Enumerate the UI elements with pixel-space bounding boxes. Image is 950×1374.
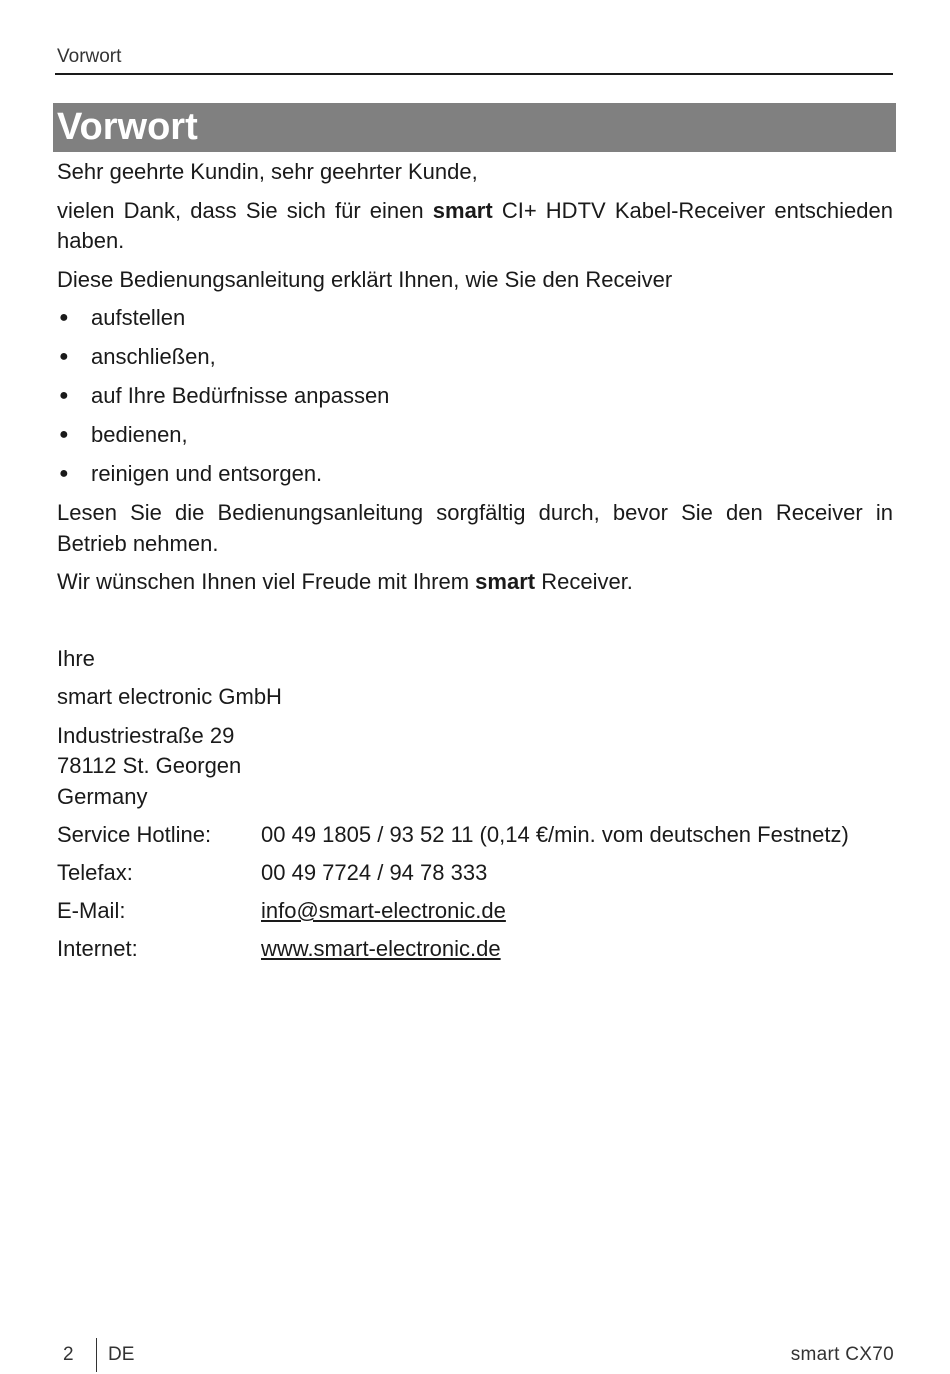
website-link[interactable]: www.smart-electronic.de <box>261 936 501 961</box>
page-number: 2 <box>63 1344 74 1365</box>
list-item <box>57 459 893 490</box>
address-street: Industriestraße 29 <box>57 722 235 748</box>
wish-text-start: Wir wünschen Ihnen viel Freude mit Ihrem <box>57 569 476 594</box>
steps-list <box>57 303 893 490</box>
bullet-icon: ● <box>59 465 69 482</box>
read-notice: Lesen Sie die Bedienungsanleitung sorgfältig durch, bevor Sie den Receiver in Betrieb nehmen. <box>57 500 893 556</box>
contact-row-fax <box>57 858 893 889</box>
main-content <box>57 157 893 972</box>
fax-value: 00 49 7724 / 94 78 333 <box>261 860 488 885</box>
thanks-text-start: vielen Dank, dass Sie sich für einen <box>57 197 433 223</box>
bullet-icon: ● <box>59 426 69 443</box>
thanks-text-end: CI+ HDTV Kabel-Receiver entschieden haben. <box>57 197 893 253</box>
address-city: 78112 St. Georgen <box>57 753 242 778</box>
footer-language: DE <box>108 1344 135 1365</box>
bullet-icon: ● <box>59 348 69 365</box>
contact-row-web <box>57 934 893 965</box>
fax-label: Telefax: <box>57 860 133 885</box>
list-item <box>57 381 893 412</box>
list-item <box>57 342 893 373</box>
list-item <box>57 303 893 334</box>
list-item-text: reinigen und entsorgen. <box>91 461 323 486</box>
greeting: Sehr geehrte Kundin, sehr geehrter Kunde, <box>57 159 478 184</box>
list-item <box>57 420 893 451</box>
list-item-text: auf Ihre Bedürfnisse anpassen <box>91 383 390 408</box>
address-country: Germany <box>57 783 148 809</box>
company-address <box>57 721 893 813</box>
list-item-text: aufstellen <box>91 305 186 330</box>
contact-row-hotline <box>57 820 893 851</box>
footer-model-name: smart CX70 <box>790 1344 894 1365</box>
page-title: Vorwort <box>53 103 896 152</box>
email-label: E-Mail: <box>57 898 126 923</box>
footer-divider <box>96 1338 97 1372</box>
signature-closing: Ihre <box>57 645 95 671</box>
list-item-text: bedienen, <box>91 422 188 447</box>
signature-company: smart electronic GmbH <box>57 684 282 709</box>
list-item-text: anschließen, <box>91 344 216 369</box>
thanks-paragraph <box>57 196 893 257</box>
email-link[interactable]: info@smart-electronic.de <box>261 898 506 923</box>
bullet-icon: ● <box>59 309 69 326</box>
running-header-title: Vorwort <box>57 46 122 67</box>
header-divider <box>55 73 893 75</box>
web-label: Internet: <box>57 936 138 961</box>
hotline-label: Service Hotline: <box>57 822 212 847</box>
wish-paragraph <box>57 567 893 598</box>
wish-text-end: Receiver. <box>535 569 633 594</box>
brand-name: smart <box>475 569 536 594</box>
explains-paragraph: Diese Bedienungsanleitung erklärt Ihnen, wie Sie den Receiver <box>57 266 673 292</box>
brand-name: smart <box>432 197 493 223</box>
section-spacer <box>57 606 893 644</box>
contact-row-email <box>57 896 893 927</box>
hotline-value: 00 49 1805 / 93 52 11 (0,14 €/min. vom deutschen Festnetz) <box>261 822 849 847</box>
bullet-icon: ● <box>59 387 69 404</box>
